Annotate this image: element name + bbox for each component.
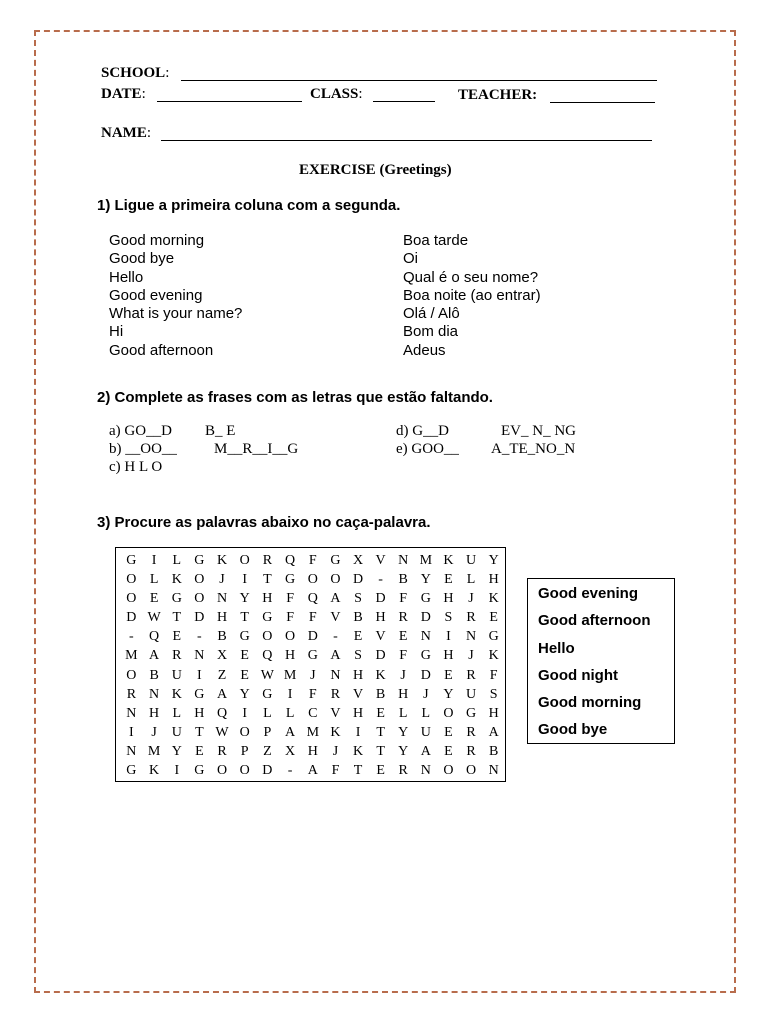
- grid-cell[interactable]: W: [260, 667, 274, 683]
- grid-row: [120, 704, 505, 723]
- grid-cell[interactable]: N: [330, 667, 341, 683]
- word-list-item: Good morning: [538, 694, 642, 712]
- grid-cell[interactable]: O: [307, 572, 318, 588]
- list-item: What is your name?: [109, 305, 243, 323]
- date-field[interactable]: [157, 88, 302, 102]
- grid-cell[interactable]: D: [262, 763, 273, 779]
- grid-cell[interactable]: O: [239, 763, 250, 779]
- grid-cell[interactable]: O: [285, 629, 296, 645]
- grid-cell[interactable]: N: [488, 763, 499, 779]
- grid-cell[interactable]: K: [171, 572, 182, 588]
- list-item: Good morning: [109, 232, 205, 249]
- grid-cell[interactable]: F: [308, 553, 317, 568]
- grid-cell[interactable]: D: [375, 648, 386, 664]
- grid-cell[interactable]: E: [376, 763, 385, 779]
- grid-cell[interactable]: G: [194, 553, 205, 568]
- grid-cell[interactable]: L: [466, 572, 476, 588]
- grid-cell[interactable]: B: [149, 667, 159, 683]
- grid-cell[interactable]: K: [352, 743, 364, 759]
- grid-row: [120, 723, 505, 742]
- grid-cell[interactable]: D: [126, 610, 137, 626]
- grid-cell[interactable]: Y: [420, 572, 431, 588]
- question-1: 1) Ligue a primeira coluna com a segunda.: [97, 197, 401, 214]
- list-item: Hello: [109, 268, 144, 286]
- grid-cell[interactable]: O: [443, 705, 454, 721]
- grid-cell[interactable]: X: [285, 743, 296, 759]
- grid-cell[interactable]: S: [354, 648, 362, 664]
- grid-cell[interactable]: I: [197, 667, 202, 683]
- list-item: Bom dia: [403, 323, 459, 341]
- grid-cell[interactable]: H: [488, 705, 499, 721]
- q2-item-a2: B_ E: [205, 423, 236, 439]
- date-label: DATE:: [101, 86, 146, 102]
- grid-cell[interactable]: K: [330, 724, 341, 740]
- word-list-item: Hello: [538, 639, 575, 657]
- grid-row: [120, 589, 505, 608]
- grid-cell[interactable]: B: [353, 610, 363, 626]
- grid-cell[interactable]: O: [330, 572, 341, 588]
- grid-cell[interactable]: T: [353, 763, 363, 779]
- grid-cell[interactable]: R: [398, 610, 408, 626]
- grid-cell[interactable]: N: [126, 705, 137, 721]
- grid-cell[interactable]: R: [466, 667, 476, 683]
- grid-cell[interactable]: H: [443, 648, 454, 664]
- grid-cell[interactable]: K: [216, 553, 228, 568]
- list-item: Adeus: [403, 341, 446, 359]
- grid-cell[interactable]: G: [307, 648, 318, 664]
- grid-cell[interactable]: H: [216, 610, 228, 626]
- list-item: Olá / Alô: [403, 305, 460, 323]
- grid-cell[interactable]: N: [465, 629, 477, 645]
- grid-cell[interactable]: P: [263, 724, 272, 740]
- list-item: Good evening: [109, 286, 203, 304]
- grid-cell[interactable]: T: [240, 610, 249, 626]
- grid-cell[interactable]: N: [420, 629, 431, 645]
- word-search-grid: [115, 547, 506, 782]
- grid-cell[interactable]: E: [444, 667, 453, 683]
- grid-cell[interactable]: F: [308, 686, 317, 702]
- grid-cell[interactable]: O: [216, 763, 228, 779]
- class-label: CLASS:: [310, 86, 363, 102]
- grid-cell[interactable]: A: [149, 648, 160, 664]
- name-label: NAME:: [101, 125, 151, 141]
- grid-cell[interactable]: A: [420, 743, 431, 759]
- grid-cell[interactable]: S: [444, 610, 453, 626]
- grid-row: [120, 761, 505, 780]
- grid-cell[interactable]: A: [216, 686, 228, 702]
- grid-cell[interactable]: D: [420, 667, 431, 683]
- grid-cell[interactable]: L: [285, 705, 295, 721]
- grid-cell[interactable]: B: [488, 743, 499, 759]
- grid-cell[interactable]: R: [172, 648, 182, 664]
- grid-cell[interactable]: E: [398, 629, 408, 645]
- grid-cell[interactable]: O: [126, 572, 137, 588]
- grid-cell[interactable]: K: [171, 686, 182, 702]
- grid-cell[interactable]: E: [489, 610, 498, 626]
- grid-cell[interactable]: F: [399, 648, 408, 664]
- grid-cell[interactable]: O: [194, 591, 205, 607]
- grid-cell[interactable]: Q: [216, 705, 228, 721]
- grid-cell[interactable]: G: [488, 629, 499, 645]
- grid-cell[interactable]: F: [286, 610, 294, 626]
- grid-cell[interactable]: E: [444, 743, 453, 759]
- grid-cell[interactable]: R: [330, 686, 341, 702]
- grid-cell[interactable]: R: [466, 743, 476, 759]
- grid-cell[interactable]: J: [151, 724, 157, 740]
- grid-cell[interactable]: W: [147, 610, 161, 626]
- teacher-field[interactable]: [550, 89, 655, 103]
- grid-cell[interactable]: G: [171, 591, 182, 607]
- q2-item-c: c) H L O: [109, 459, 163, 475]
- grid-row: [120, 608, 505, 627]
- grid-cell[interactable]: R: [126, 686, 137, 702]
- grid-cell[interactable]: H: [398, 686, 409, 702]
- grid-cell[interactable]: T: [263, 572, 272, 588]
- grid-cell[interactable]: N: [216, 591, 228, 607]
- grid-cell[interactable]: F: [489, 667, 498, 683]
- grid-cell[interactable]: U: [171, 724, 182, 740]
- grid-row: [120, 685, 505, 704]
- grid-cell[interactable]: U: [171, 667, 182, 683]
- grid-cell[interactable]: L: [263, 705, 272, 721]
- grid-cell[interactable]: J: [310, 667, 316, 683]
- grid-cell[interactable]: E: [172, 629, 182, 645]
- school-label: SCHOOL:: [101, 65, 170, 81]
- grid-cell[interactable]: S: [489, 686, 498, 702]
- grid-row: [120, 627, 505, 646]
- grid-cell[interactable]: W: [215, 724, 229, 740]
- grid-cell[interactable]: -: [333, 629, 338, 645]
- grid-cell[interactable]: H: [262, 591, 273, 607]
- grid-cell[interactable]: Y: [239, 686, 250, 702]
- grid-cell[interactable]: H: [488, 572, 499, 588]
- grid-cell[interactable]: E: [353, 629, 363, 645]
- name-field[interactable]: [161, 127, 652, 141]
- grid-cell[interactable]: -: [129, 629, 134, 645]
- grid-cell[interactable]: O: [194, 572, 205, 588]
- grid-cell[interactable]: T: [195, 724, 204, 740]
- question-2: 2) Complete as frases com as letras que estão faltando.: [97, 389, 493, 406]
- word-list-item: Good evening: [538, 585, 639, 602]
- grid-cell[interactable]: O: [239, 724, 250, 740]
- grid-cell[interactable]: F: [308, 610, 317, 626]
- grid-cell[interactable]: F: [286, 591, 294, 607]
- grid-cell[interactable]: U: [420, 724, 431, 740]
- grid-cell[interactable]: M: [419, 553, 433, 568]
- grid-cell[interactable]: G: [194, 686, 205, 702]
- grid-cell[interactable]: V: [352, 686, 364, 702]
- grid-cell[interactable]: Q: [262, 648, 273, 664]
- grid-cell[interactable]: O: [465, 763, 477, 779]
- grid-cell[interactable]: -: [287, 763, 293, 779]
- grid-cell[interactable]: O: [126, 591, 137, 607]
- grid-cell[interactable]: I: [242, 572, 248, 588]
- grid-cell[interactable]: J: [468, 591, 474, 607]
- grid-cell[interactable]: N: [398, 553, 409, 568]
- grid-cell[interactable]: G: [126, 763, 137, 779]
- list-item: Hi: [109, 323, 124, 341]
- grid-cell[interactable]: D: [194, 610, 205, 626]
- grid-cell[interactable]: A: [330, 591, 341, 607]
- grid-cell[interactable]: B: [375, 686, 386, 702]
- grid-cell[interactable]: R: [466, 610, 476, 626]
- q2-item-d: d) G__D: [396, 423, 449, 439]
- question-3: 3) Procure as palavras abaixo no caça-palavra.: [97, 514, 431, 531]
- grid-cell[interactable]: X: [216, 648, 228, 664]
- q2-item-e: e) GOO__: [396, 441, 459, 457]
- word-list-item: Good afternoon: [538, 612, 651, 630]
- grid-cell[interactable]: J: [400, 667, 406, 683]
- grid-cell[interactable]: L: [149, 572, 159, 588]
- grid-cell[interactable]: Z: [263, 743, 272, 759]
- grid-cell[interactable]: I: [151, 553, 157, 568]
- school-field[interactable]: [181, 67, 657, 81]
- grid-cell[interactable]: C: [308, 705, 318, 721]
- grid-cell[interactable]: J: [332, 743, 339, 759]
- grid-cell[interactable]: H: [443, 591, 454, 607]
- grid-cell[interactable]: G: [420, 648, 431, 664]
- list-item: Qual é o seu nome?: [403, 268, 539, 286]
- grid-cell[interactable]: B: [398, 572, 408, 588]
- grid-cell[interactable]: L: [421, 705, 431, 721]
- grid-cell[interactable]: I: [446, 629, 451, 645]
- grid-cell[interactable]: G: [262, 686, 273, 702]
- grid-cell[interactable]: U: [465, 686, 477, 702]
- grid-cell[interactable]: H: [149, 705, 160, 721]
- grid-cell[interactable]: K: [375, 667, 386, 683]
- grid-cell[interactable]: A: [488, 724, 499, 740]
- grid-cell[interactable]: N: [126, 743, 137, 759]
- grid-cell[interactable]: P: [240, 743, 249, 759]
- grid-cell[interactable]: E: [444, 572, 453, 588]
- grid-cell[interactable]: Y: [171, 743, 182, 759]
- grid-cell[interactable]: G: [194, 763, 205, 779]
- grid-cell[interactable]: G: [330, 553, 341, 568]
- grid-cell[interactable]: K: [488, 591, 499, 607]
- grid-cell[interactable]: G: [285, 572, 296, 588]
- grid-cell[interactable]: H: [352, 705, 364, 721]
- teacher-label: TEACHER:: [458, 87, 538, 103]
- exercise-title: EXERCISE (Greetings): [299, 162, 452, 178]
- grid-cell[interactable]: R: [398, 763, 408, 779]
- grid-cell[interactable]: J: [423, 686, 429, 702]
- grid-cell[interactable]: K: [488, 648, 499, 664]
- grid-cell[interactable]: J: [219, 572, 225, 588]
- grid-cell[interactable]: N: [194, 648, 205, 664]
- grid-cell[interactable]: D: [420, 610, 431, 626]
- grid-cell[interactable]: M: [306, 724, 320, 740]
- grid-cell[interactable]: D: [352, 572, 364, 588]
- grid-cell[interactable]: H: [285, 648, 296, 664]
- list-item: Good afternoon: [109, 341, 214, 359]
- q2-item-a: a) GO__D: [109, 423, 172, 439]
- grid-cell[interactable]: A: [307, 763, 318, 779]
- grid-cell[interactable]: A: [285, 724, 296, 740]
- grid-cell[interactable]: T: [376, 724, 385, 740]
- grid-cell[interactable]: -: [197, 629, 202, 645]
- grid-row: [120, 742, 505, 761]
- grid-cell[interactable]: Y: [398, 743, 409, 759]
- grid-cell[interactable]: R: [466, 724, 476, 740]
- grid-cell[interactable]: E: [444, 724, 453, 740]
- grid-cell[interactable]: B: [217, 629, 227, 645]
- list-item: Boa noite (ao entrar): [403, 286, 541, 304]
- grid-cell[interactable]: T: [376, 743, 385, 759]
- grid-cell[interactable]: L: [172, 553, 182, 568]
- grid-cell[interactable]: F: [399, 591, 408, 607]
- grid-cell[interactable]: S: [354, 591, 362, 607]
- grid-cell[interactable]: V: [375, 629, 386, 645]
- grid-cell[interactable]: V: [330, 705, 341, 721]
- grid-cell[interactable]: D: [375, 591, 386, 607]
- grid-cell[interactable]: O: [126, 667, 137, 683]
- grid-cell[interactable]: G: [126, 553, 137, 568]
- grid-cell[interactable]: I: [242, 705, 248, 721]
- grid-cell[interactable]: H: [352, 667, 364, 683]
- grid-cell[interactable]: Y: [488, 553, 499, 568]
- grid-cell[interactable]: Y: [398, 724, 409, 740]
- grid-cell[interactable]: I: [174, 763, 180, 779]
- grid-cell[interactable]: F: [331, 763, 340, 779]
- grid-cell[interactable]: X: [352, 553, 364, 568]
- grid-cell[interactable]: Q: [285, 553, 296, 568]
- grid-cell[interactable]: I: [355, 724, 361, 740]
- grid-cell[interactable]: O: [239, 553, 250, 568]
- grid-cell[interactable]: N: [420, 763, 431, 779]
- grid-cell[interactable]: M: [283, 667, 297, 683]
- grid-cell[interactable]: M: [125, 648, 138, 664]
- grid-row: [120, 646, 505, 665]
- grid-cell[interactable]: G: [262, 610, 273, 626]
- grid-cell[interactable]: L: [172, 705, 182, 721]
- grid-cell[interactable]: R: [217, 743, 227, 759]
- grid-cell[interactable]: E: [195, 743, 204, 759]
- grid-cell[interactable]: H: [194, 705, 205, 721]
- grid-cell[interactable]: G: [465, 705, 477, 721]
- grid-row: [120, 570, 505, 589]
- grid-cell[interactable]: L: [398, 705, 408, 721]
- grid-cell[interactable]: J: [468, 648, 474, 664]
- word-list-item: Good bye: [538, 721, 608, 739]
- grid-cell[interactable]: I: [129, 724, 134, 740]
- grid-cell[interactable]: I: [287, 686, 293, 702]
- grid-cell[interactable]: M: [147, 743, 161, 759]
- list-item: Good bye: [109, 250, 175, 268]
- grid-row: [120, 666, 505, 685]
- q2-item-b2: M__R__I__G: [214, 441, 299, 457]
- grid-cell[interactable]: Q: [307, 591, 318, 607]
- grid-cell[interactable]: Z: [217, 667, 227, 683]
- grid-row: [120, 551, 505, 570]
- grid-cell[interactable]: G: [239, 629, 250, 645]
- grid-cell[interactable]: K: [149, 763, 160, 779]
- q1-left-column: [109, 232, 242, 360]
- grid-cell[interactable]: K: [443, 553, 454, 568]
- grid-cell[interactable]: O: [443, 763, 454, 779]
- grid-cell[interactable]: Y: [239, 591, 250, 607]
- grid-cell[interactable]: R: [262, 553, 273, 568]
- grid-cell[interactable]: H: [375, 610, 386, 626]
- list-item: Oi: [403, 250, 418, 268]
- q2-item-e2: A_TE_NO_N: [491, 441, 576, 457]
- grid-cell[interactable]: T: [172, 610, 182, 626]
- q2-item-d2: EV_ N_ NG: [501, 423, 576, 439]
- grid-cell[interactable]: V: [375, 553, 386, 568]
- word-list-item: Good night: [538, 666, 618, 684]
- grid-cell[interactable]: Y: [443, 686, 454, 702]
- grid-cell[interactable]: E: [376, 705, 385, 721]
- grid-cell[interactable]: D: [307, 629, 318, 645]
- list-item: Boa tarde: [403, 232, 469, 249]
- grid-cell[interactable]: N: [149, 686, 160, 702]
- q2-item-b: b) __OO__: [109, 441, 177, 457]
- word-list-box: [527, 578, 675, 744]
- class-field[interactable]: [373, 88, 435, 102]
- grid-cell[interactable]: H: [307, 743, 318, 759]
- grid-cell[interactable]: E: [149, 591, 159, 607]
- grid-cell[interactable]: E: [240, 648, 249, 664]
- grid-cell[interactable]: G: [420, 591, 431, 607]
- grid-cell[interactable]: V: [330, 610, 341, 626]
- grid-cell[interactable]: O: [262, 629, 273, 645]
- grid-cell[interactable]: -: [378, 572, 383, 588]
- grid-cell[interactable]: Q: [149, 629, 160, 645]
- grid-cell[interactable]: U: [465, 553, 477, 568]
- grid-cell[interactable]: E: [240, 667, 249, 683]
- grid-cell[interactable]: A: [330, 648, 341, 664]
- q1-right-column: [403, 232, 541, 360]
